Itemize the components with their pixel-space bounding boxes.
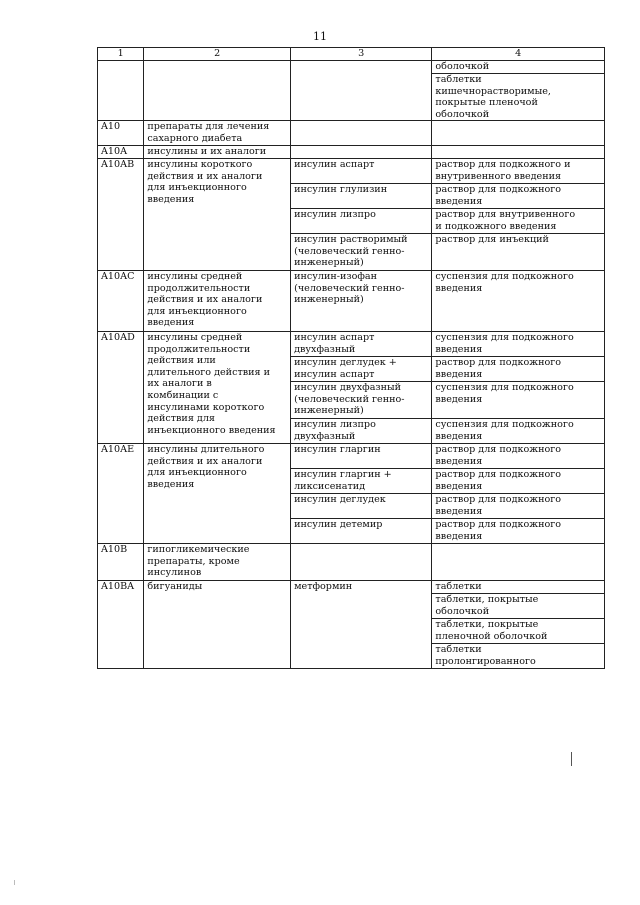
group-name-cell: инсулины длительного действия и их аналоги для инъекционного введения xyxy=(144,443,291,543)
table-row xyxy=(98,121,605,146)
dosage-form-cell: раствор для подкожного введения xyxy=(432,183,605,208)
dosage-form-cell: оболочкой xyxy=(432,61,605,74)
drug-name-cell: инсулин деглудек + инсулин аспарт xyxy=(291,356,432,381)
atc-code-cell: A10AE xyxy=(98,443,144,543)
group-name-cell: бигуаниды xyxy=(144,580,291,668)
drug-name-cell: инсулин лизпро xyxy=(291,208,432,233)
group-name-cell: инсулины средней продолжительности действия или длительного действия и их аналоги в комбинации с инсулинами короткого действия для инъекционного введения xyxy=(144,331,291,443)
table-row xyxy=(98,146,605,159)
medicines-table xyxy=(97,47,605,669)
dosage-form-cell: таблетки xyxy=(432,580,605,593)
dosage-form-cell xyxy=(432,121,605,146)
drug-name-cell: инсулин гларгин xyxy=(291,443,432,468)
drug-name-cell: инсулин детемир xyxy=(291,518,432,543)
table-row xyxy=(98,580,605,593)
table-row xyxy=(98,543,605,580)
header-row xyxy=(98,48,605,61)
group-name-cell xyxy=(144,61,291,121)
dosage-form-cell: раствор для подкожного введения xyxy=(432,356,605,381)
group-name-cell: инсулины средней продолжительности действия и их аналоги для инъекционного введения xyxy=(144,270,291,331)
drug-name-cell: метформин xyxy=(291,580,432,668)
table-row xyxy=(98,331,605,356)
drug-name-cell: инсулин гларгин + ликсисенатид xyxy=(291,468,432,493)
dosage-form-cell xyxy=(432,543,605,580)
drug-name-cell: инсулин аспарт xyxy=(291,158,432,183)
drug-name-cell: инсулин глулизин xyxy=(291,183,432,208)
drug-name-cell: инсулин растворимый (человеческий генно- инженерный) xyxy=(291,233,432,270)
atc-code-cell: A10AD xyxy=(98,331,144,443)
table-row xyxy=(98,61,605,74)
dosage-form-cell: таблетки, покрытые оболочкой xyxy=(432,593,605,618)
header-col-4: 4 xyxy=(432,48,605,61)
drug-name-cell xyxy=(291,121,432,146)
atc-code-cell: A10AC xyxy=(98,270,144,331)
atc-code-cell: A10 xyxy=(98,121,144,146)
dosage-form-cell xyxy=(432,146,605,159)
scan-artifact xyxy=(14,880,15,885)
drug-name-cell: инсулин лизпро двухфазный xyxy=(291,418,432,443)
table-row xyxy=(98,158,605,183)
dosage-form-cell: раствор для внутривенного и подкожного введения xyxy=(432,208,605,233)
group-name-cell: инсулины и их аналоги xyxy=(144,146,291,159)
dosage-form-cell: суспензия для подкожного введения xyxy=(432,331,605,356)
drug-name-cell: инсулин деглудек xyxy=(291,493,432,518)
dosage-form-cell: суспензия для подкожного введения xyxy=(432,270,605,331)
table-row xyxy=(98,443,605,468)
header-col-2: 2 xyxy=(144,48,291,61)
group-name-cell: препараты для лечения сахарного диабета xyxy=(144,121,291,146)
dosage-form-cell: раствор для подкожного введения xyxy=(432,493,605,518)
group-name-cell: инсулины короткого действия и их аналоги для инъекционного введения xyxy=(144,158,291,270)
atc-code-cell: A10B xyxy=(98,543,144,580)
drug-name-cell xyxy=(291,146,432,159)
dosage-form-cell: раствор для подкожного введения xyxy=(432,518,605,543)
drug-name-cell xyxy=(291,543,432,580)
dosage-form-cell: суспензия для подкожного введения xyxy=(432,418,605,443)
drug-name-cell: инсулин-изофан (человеческий генно- инженерный) xyxy=(291,270,432,331)
dosage-form-cell: таблетки пролонгированного xyxy=(432,643,605,668)
drug-name-cell: инсулин аспарт двухфазный xyxy=(291,331,432,356)
drug-name-cell xyxy=(291,61,432,121)
dosage-form-cell: суспензия для подкожного введения xyxy=(432,381,605,418)
atc-code-cell: A10BA xyxy=(98,580,144,668)
dosage-form-cell: раствор для подкожного введения xyxy=(432,468,605,493)
header-col-3: 3 xyxy=(291,48,432,61)
table-row xyxy=(98,270,605,331)
margin-mark xyxy=(571,752,572,766)
dosage-form-cell: раствор для подкожного и внутривенного введения xyxy=(432,158,605,183)
drug-name-cell: инсулин двухфазный (человеческий генно- инженерный) xyxy=(291,381,432,418)
dosage-form-cell: таблетки, покрытые пленочной оболочкой xyxy=(432,618,605,643)
dosage-form-cell: раствор для подкожного введения xyxy=(432,443,605,468)
dosage-form-cell: раствор для инъекций xyxy=(432,233,605,270)
atc-code-cell: A10A xyxy=(98,146,144,159)
atc-code-cell: A10AB xyxy=(98,158,144,270)
atc-code-cell xyxy=(98,61,144,121)
header-col-1: 1 xyxy=(98,48,144,61)
page-number: 11 xyxy=(313,30,327,43)
group-name-cell: гипогликемические препараты, кроме инсулинов xyxy=(144,543,291,580)
dosage-form-cell: таблетки кишечнорастворимые, покрытые пленочой оболочкой xyxy=(432,74,605,121)
